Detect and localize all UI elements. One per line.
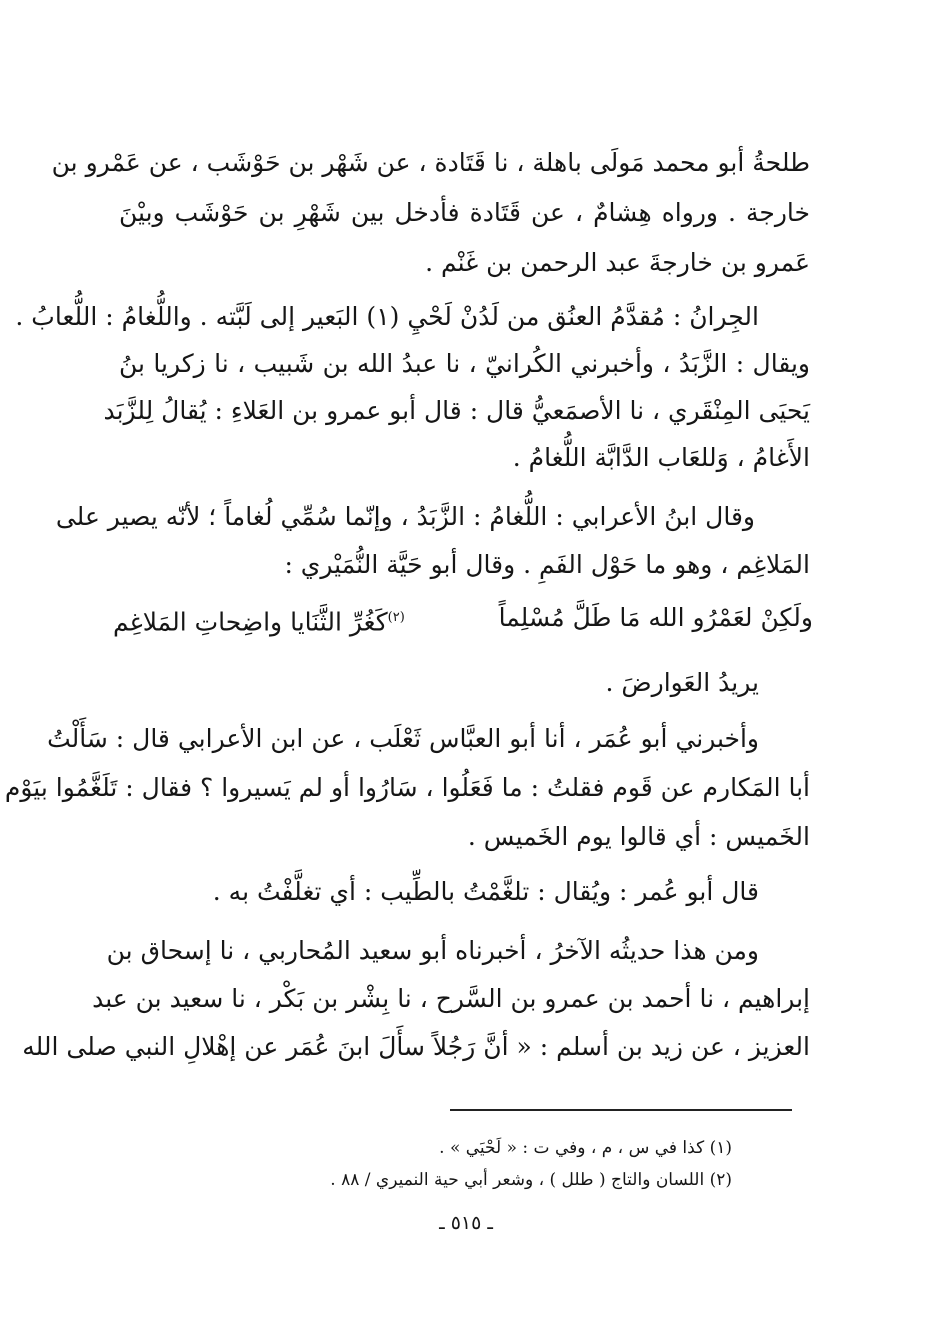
verse-first-hemistich: ولَكِنْ لعَمْرُو الله مَا طَلَّ مُسْلِماً <box>498 603 813 632</box>
page-number: ـ ٥١٥ ـ <box>439 1212 493 1234</box>
body-line: إبراهيم ، نا أحمد بن عمرو بن السَّرح ، نا بِشْر بن بَكْر ، نا سعيد بن عبد <box>92 984 810 1013</box>
body-line: قال أبو عُمر : ويُقال : تلغَّمْتُ بالطِّيب : أي تغلَّفْتُ به . <box>212 877 759 906</box>
body-line: الأَغامُ ، وَللعَاب الدَّابَّة اللُّغامُ . <box>512 443 810 472</box>
body-line: ويقال : الزَّبَدُ ، وأخبرني الكُرانيّ ، نا عبدُ الله بن شَبيب ، نا زكريا بنُ <box>119 349 810 378</box>
body-line: طلحةُ أبو محمد مَولَى باهلة ، نا قَتَادة ، عن شَهْر بن حَوْشَب ، عن عَمْرو بن <box>51 148 810 177</box>
body-line: يَحيَى المِنْقَري ، نا الأصمَعيُّ قال : قال أبو عمرو بن العَلاءِ : يُقالُ لِلزَّبَد <box>103 396 810 425</box>
body-line: وأخبرني أبو عُمَر ، أنا أبو العبَّاس ثَعْلَب ، عن ابن الأعرابي قال : سَأَلْتُ <box>47 724 759 753</box>
body-line: أبا المَكارم عن قَوم فقلتُ : ما فَعَلُوا ، سَارُوا أو لم يَسيروا ؟ فقال : تَلَغَّمُوا بيَوْم <box>4 773 810 802</box>
body-line: وقال ابنُ الأعرابي : اللُّغامُ : الزَّبَدُ ، وإنّما سُمِّي لُغاماً ؛ لأنّه يصير على <box>55 502 755 531</box>
body-line: المَلاغِم ، وهو ما حَوْل الفَمِ . وقال أبو حَيَّة النُّمَيْري : <box>284 550 810 579</box>
footnote-divider <box>450 1109 792 1111</box>
footnote: (٢) اللسان والتاج ( طلل ) ، وشعر أبي حية النميري / ٨٨ . <box>330 1170 732 1190</box>
body-line: العزيز ، عن زيد بن أسلم : « أنَّ رَجُلاً سأَلَ ابنَ عُمَر عن إهْلالِ النبي صلى الله <box>22 1032 810 1061</box>
poetry-verse <box>113 598 813 642</box>
verse-second-hemistich <box>113 598 405 642</box>
body-line: الجِرانُ : مُقدَّمُ العنُق من لَدُنْ لَحْيِ (١) البَعير إلى لَبَّته . واللُّغامُ : اللُّعابُ . <box>15 302 759 331</box>
body-line: ومن هذا حديثُه الآخرُ ، أخبرناه أبو سعيد المُحاربي ، نا إسحاق بن <box>106 936 759 965</box>
body-line: يريدُ العَوارضَ . <box>605 668 759 697</box>
body-line: الخَميس : أي قالوا يوم الخَميس . <box>467 822 810 851</box>
verse-second-text: كَغُرِّ الثَّنَايا واضِحاتِ المَلاغِم <box>113 607 388 637</box>
footnote: (١) كذا في س ، م ، وفي ت : « لَحْيَي » . <box>439 1138 732 1158</box>
body-line: خارجة . ورواه هِشامٌ ، عن قَتَادة فأدخل بين شَهْرِ بن حَوْشَب وبيْنَ <box>119 198 810 227</box>
body-line: عَمرو بن خارجةَ عبد الرحمن بن غَنْم . <box>425 248 810 277</box>
footnote-marker: (٢) <box>387 610 405 625</box>
